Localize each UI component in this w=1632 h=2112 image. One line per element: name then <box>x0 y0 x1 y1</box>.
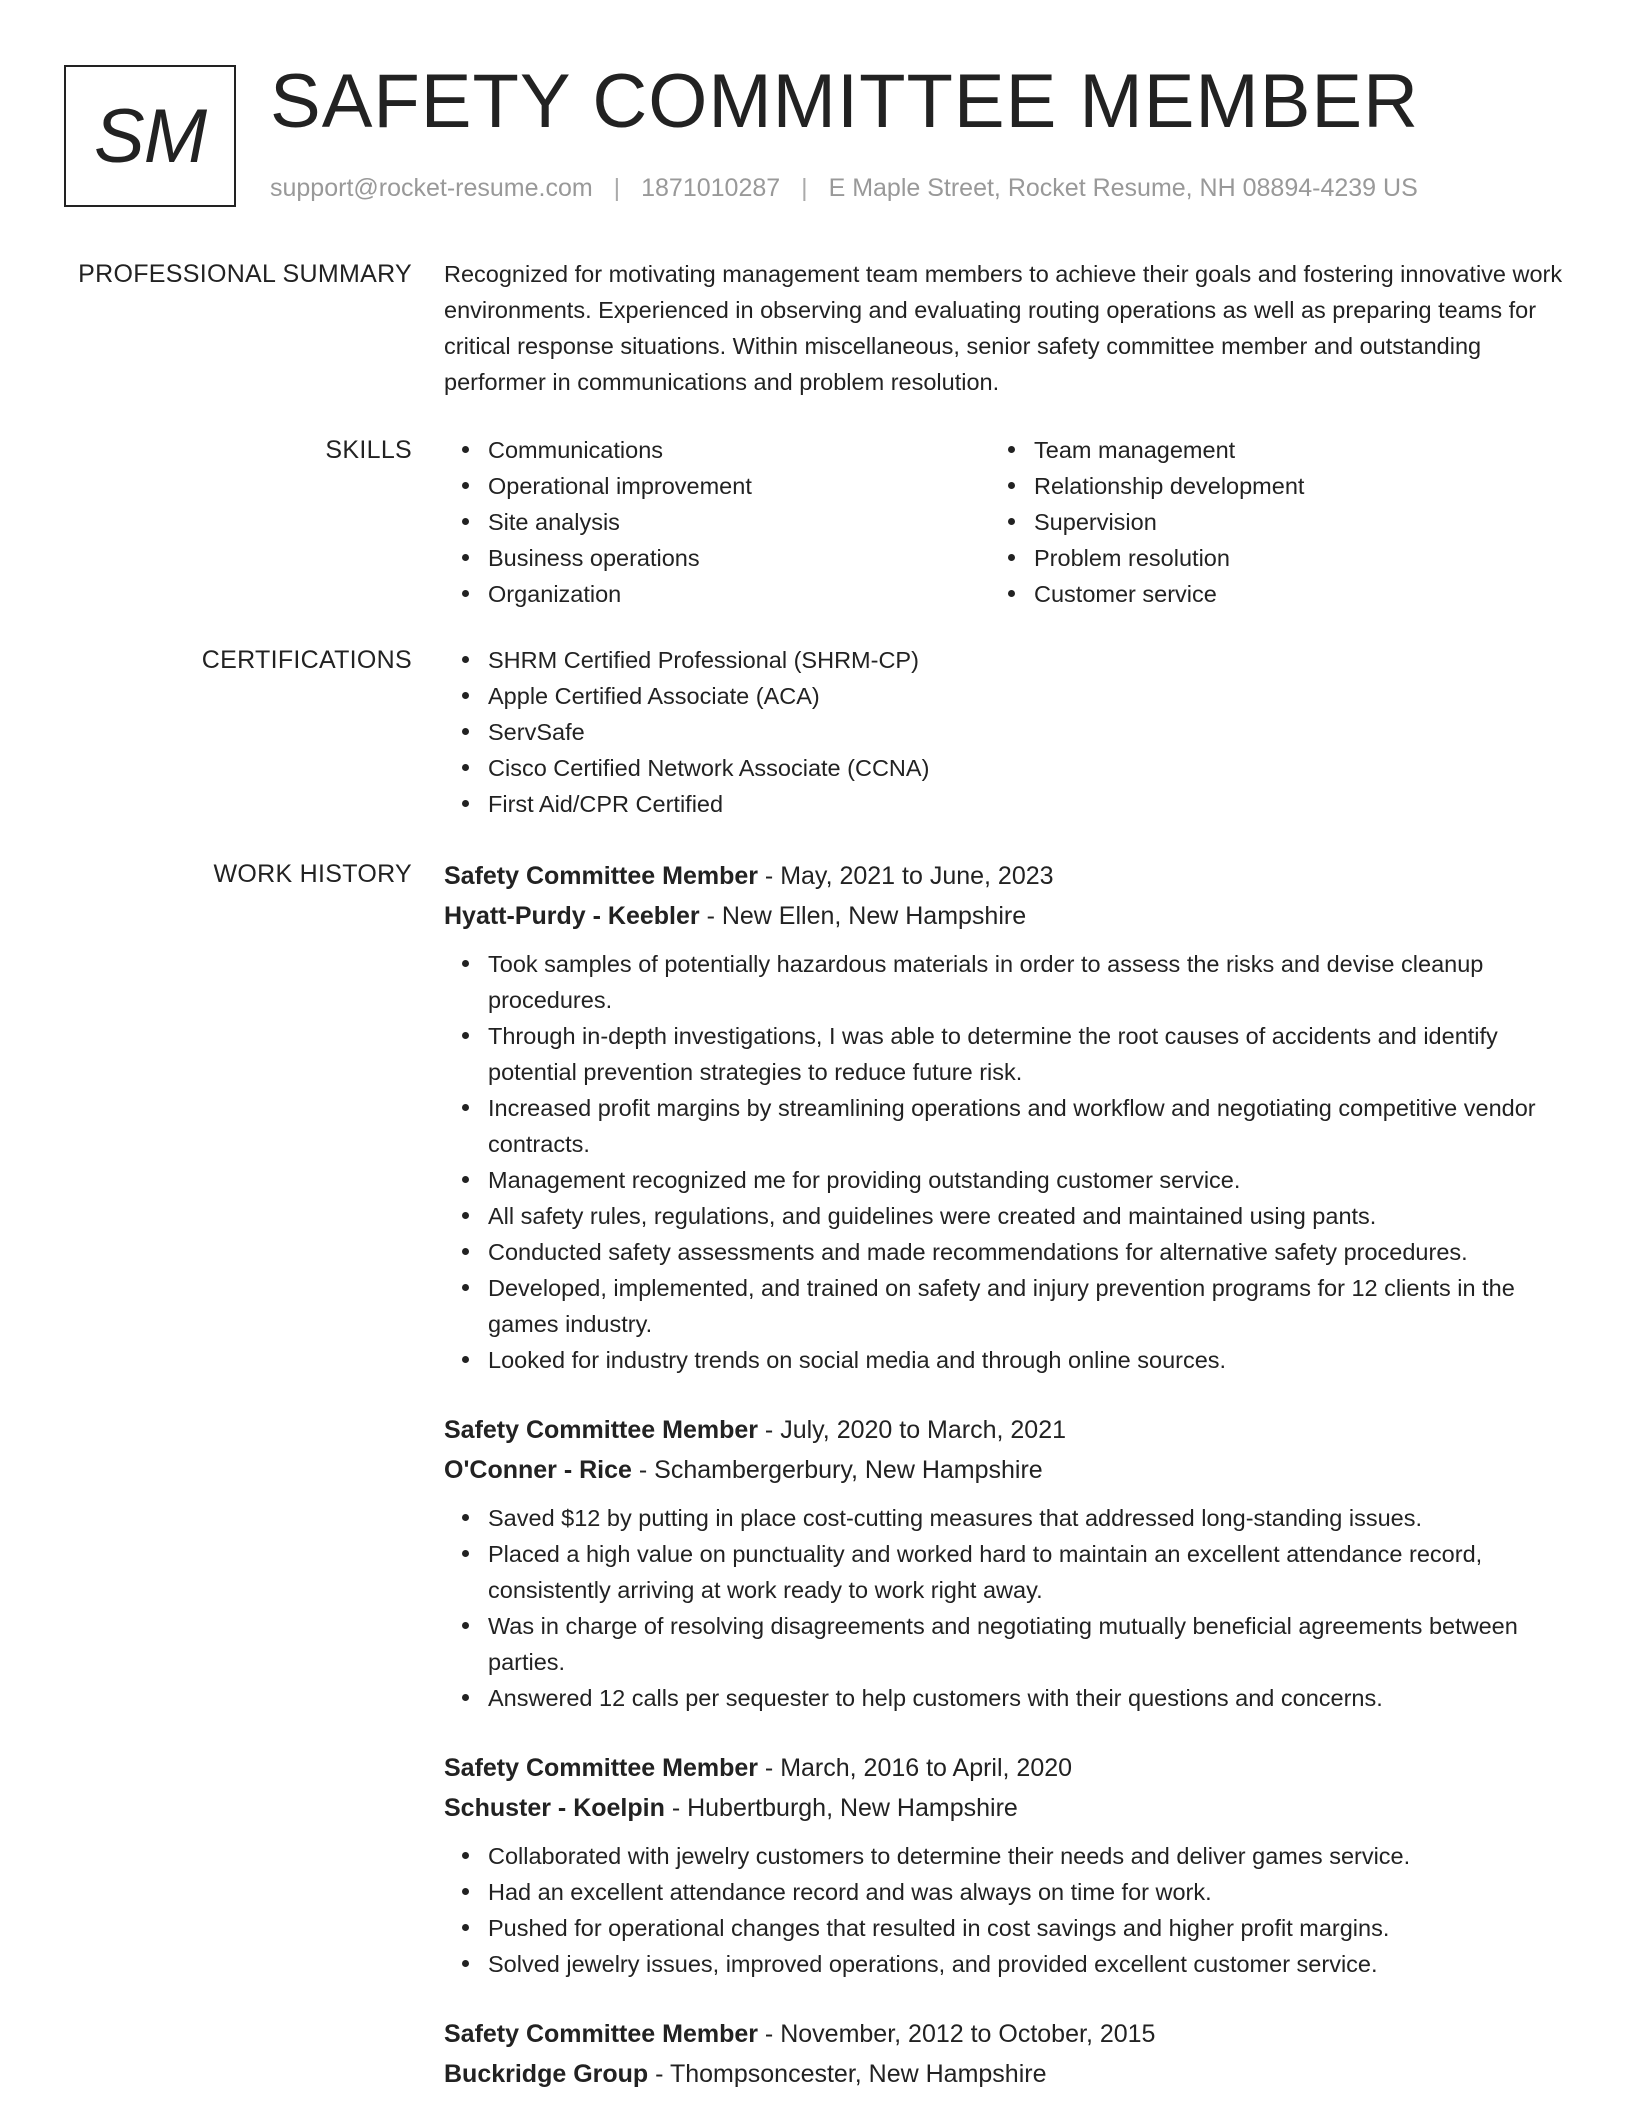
contact-address: E Maple Street, Rocket Resume, NH 08894-4239 US <box>828 174 1418 202</box>
job-title: Safety Committee Member <box>444 862 758 890</box>
job-location: Hubertburgh, New Hampshire <box>687 1794 1018 1822</box>
job-title: Safety Committee Member <box>444 1416 758 1444</box>
job-bullet: Collaborated with jewelry customers to determine their needs and deliver games service. <box>444 1838 1564 1874</box>
job-bullet: Was in charge of resolving disagreements and negotiating mutually beneficial agreements between parties. <box>444 1608 1564 1680</box>
job-bullets <box>444 946 1564 1378</box>
work-history-content <box>444 856 1564 2094</box>
job-title-line: Safety Committee Member - July, 2020 to March, 2021 <box>444 1416 1067 1444</box>
job-dates: July, 2020 to March, 2021 <box>780 1416 1067 1444</box>
contact-line <box>270 174 1418 203</box>
job-company-line: Hyatt-Purdy - Keebler - New Ellen, New Hampshire <box>444 902 1027 930</box>
job-bullet: Placed a high value on punctuality and worked hard to maintain an excellent attendance record, consistently arriving at work ready to work right away. <box>444 1536 1564 1608</box>
job-company: Hyatt-Purdy - Keebler <box>444 902 700 930</box>
job-title-line: Safety Committee Member - March, 2016 to April, 2020 <box>444 1754 1073 1782</box>
job-dates: March, 2016 to April, 2020 <box>780 1754 1073 1782</box>
job-title-line: Safety Committee Member - May, 2021 to June, 2023 <box>444 862 1054 890</box>
skill-item: Operational improvement <box>444 468 990 504</box>
skills-list-left <box>444 432 990 612</box>
certifications-list <box>444 642 1564 822</box>
job-bullet: Had an excellent attendance record and was always on time for work. <box>444 1874 1564 1910</box>
skills-grid <box>444 432 1564 612</box>
skill-item: Communications <box>444 432 990 468</box>
skill-item: Business operations <box>444 540 990 576</box>
job-bullet: Pushed for operational changes that resulted in cost savings and higher profit margins. <box>444 1910 1564 1946</box>
job-dates: November, 2012 to October, 2015 <box>780 2020 1156 2048</box>
job-bullet: Answered 12 calls per sequester to help customers with their questions and concerns. <box>444 1680 1564 1716</box>
section-label-work-history: WORK HISTORY <box>213 860 412 888</box>
job-location: New Ellen, New Hampshire <box>721 902 1027 930</box>
summary-text: Recognized for motivating management team members to achieve their goals and fostering innovative work environments. Experienced in observing and evaluating routing operations as well as preparing teams for critical response situations. Within miscellaneous, senior safety committee member and outstanding performer in communications and problem resolution. <box>444 261 1563 395</box>
contact-phone[interactable]: 1871010287 <box>641 174 781 202</box>
job-bullets <box>444 1500 1564 1716</box>
job-entry <box>444 856 1564 1378</box>
skill-item: Supervision <box>990 504 1536 540</box>
job-title: Safety Committee Member <box>444 1754 758 1782</box>
contact-separator: | <box>801 174 808 202</box>
resume-name: SAFETY COMMITTEE MEMBER <box>270 59 1420 144</box>
job-title: Safety Committee Member <box>444 2020 758 2048</box>
monogram-initials: SM <box>94 93 206 179</box>
skill-item: Site analysis <box>444 504 990 540</box>
section-label-skills: SKILLS <box>325 436 412 464</box>
job-bullet: Developed, implemented, and trained on safety and injury prevention programs for 12 clients in the games industry. <box>444 1270 1564 1342</box>
job-location: Schambergerbury, New Hampshire <box>654 1456 1043 1484</box>
certification-item: First Aid/CPR Certified <box>444 786 1564 822</box>
job-bullet: Through in-depth investigations, I was able to determine the root causes of accidents and identify potential prevention strategies to reduce future risk. <box>444 1018 1564 1090</box>
job-title-line: Safety Committee Member - November, 2012 to October, 2015 <box>444 2020 1156 2048</box>
skill-item: Customer service <box>990 576 1536 612</box>
skill-item: Organization <box>444 576 990 612</box>
skill-item: Team management <box>990 432 1536 468</box>
job-bullet: Took samples of potentially hazardous materials in order to assess the risks and devise cleanup procedures. <box>444 946 1564 1018</box>
skills-list-right <box>990 432 1536 612</box>
job-bullet: Looked for industry trends on social media and through online sources. <box>444 1342 1564 1378</box>
job-company-line: Buckridge Group - Thompsoncester, New Hampshire <box>444 2060 1047 2088</box>
job-bullet: Increased profit margins by streamlining operations and workflow and negotiating competitive vendor contracts. <box>444 1090 1564 1162</box>
job-entry <box>444 2014 1564 2094</box>
job-location: Thompsoncester, New Hampshire <box>669 2060 1047 2088</box>
job-company-line: Schuster - Koelpin - Hubertburgh, New Hampshire <box>444 1794 1018 1822</box>
job-bullet: All safety rules, regulations, and guidelines were created and maintained using pants. <box>444 1198 1564 1234</box>
job-company: O'Conner - Rice <box>444 1456 632 1484</box>
skill-item: Problem resolution <box>990 540 1536 576</box>
contact-email[interactable]: support@rocket-resume.com <box>270 174 593 202</box>
job-bullet: Solved jewelry issues, improved operations, and provided excellent customer service. <box>444 1946 1564 1982</box>
certification-item: Apple Certified Associate (ACA) <box>444 678 1564 714</box>
job-bullet: Conducted safety assessments and made recommendations for alternative safety procedures. <box>444 1234 1564 1270</box>
job-dates: May, 2021 to June, 2023 <box>780 862 1054 890</box>
job-bullets <box>444 1838 1564 1982</box>
contact-separator: | <box>613 174 621 202</box>
job-company: Schuster - Koelpin <box>444 1794 665 1822</box>
skill-item: Relationship development <box>990 468 1536 504</box>
certifications-content <box>444 642 1564 822</box>
job-bullet: Saved $12 by putting in place cost-cutting measures that addressed long-standing issues. <box>444 1500 1564 1536</box>
job-entry <box>444 1410 1564 1716</box>
certification-item: Cisco Certified Network Associate (CCNA) <box>444 750 1564 786</box>
monogram-box <box>64 65 236 207</box>
job-company-line: O'Conner - Rice - Schambergerbury, New Hampshire <box>444 1456 1043 1484</box>
section-label-summary: PROFESSIONAL SUMMARY <box>78 260 412 288</box>
job-company: Buckridge Group <box>444 2060 649 2088</box>
job-bullet: Management recognized me for providing outstanding customer service. <box>444 1162 1564 1198</box>
certification-item: ServSafe <box>444 714 1564 750</box>
resume-header <box>0 0 1632 230</box>
job-entry <box>444 1748 1564 1982</box>
section-label-certifications: CERTIFICATIONS <box>201 646 412 674</box>
certification-item: SHRM Certified Professional (SHRM-CP) <box>444 642 1564 678</box>
